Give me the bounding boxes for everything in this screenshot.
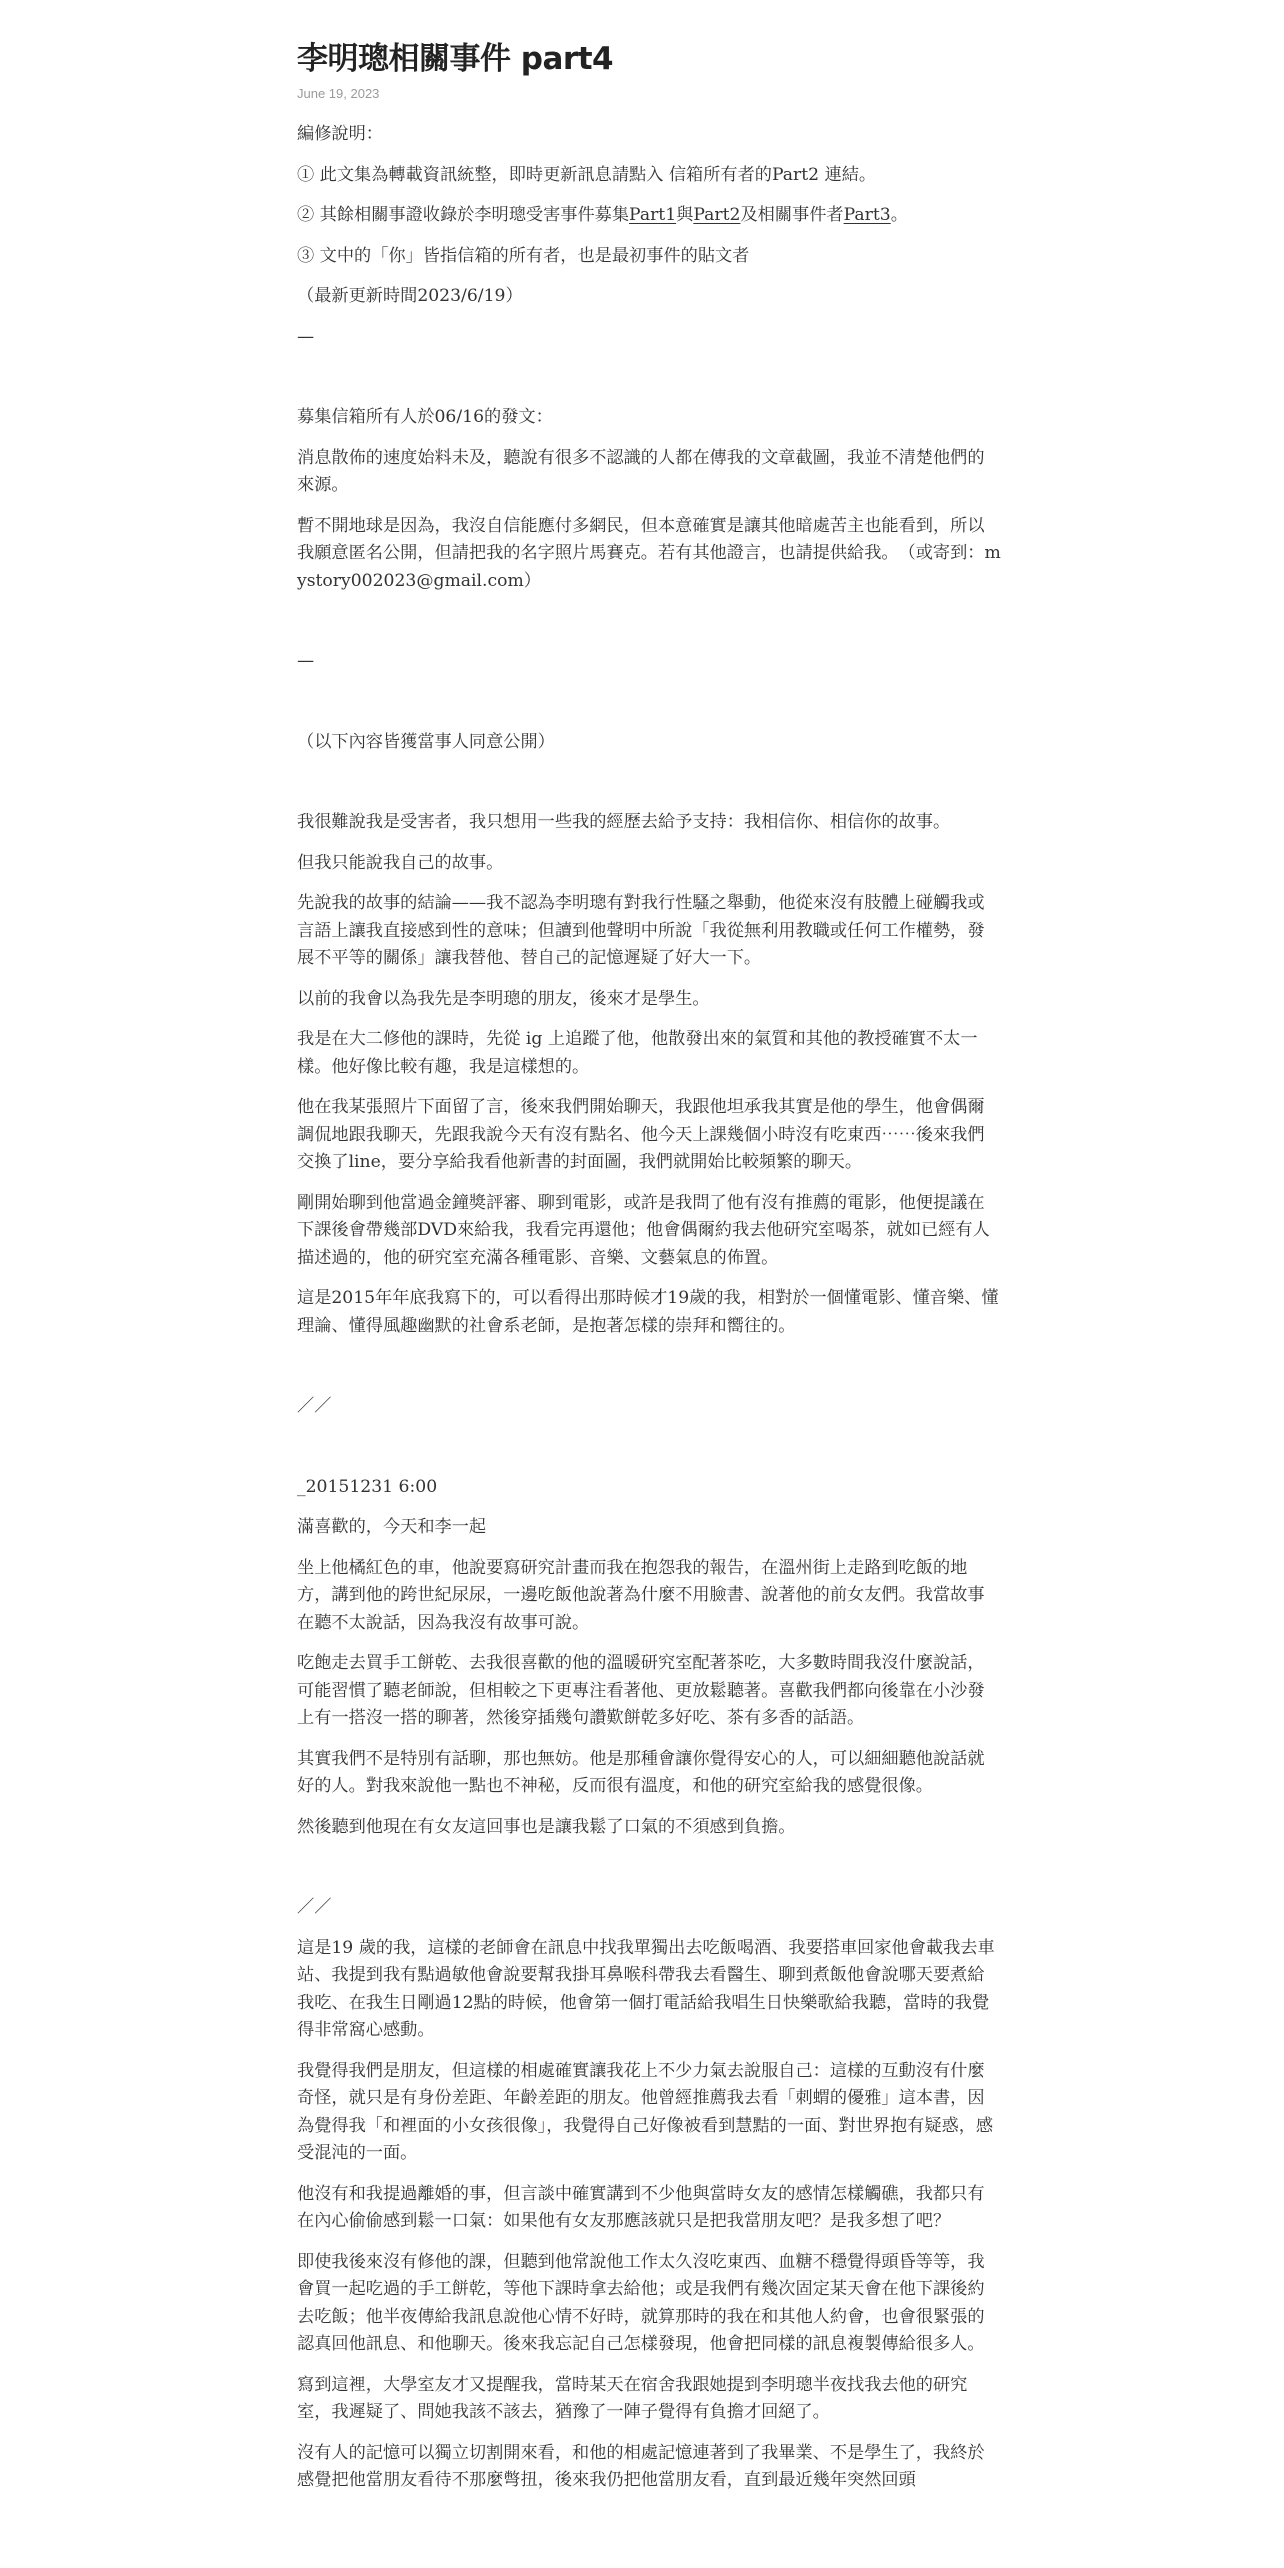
note-2-text: 。 [890, 205, 908, 225]
post-date: June 19, 2023 [297, 86, 380, 101]
later-paragraph: 即使我後來沒有修他的課，但聽到他常說他工作太久沒吃東西、血糖不穩覺得頭昏等等，我會買一起吃過的手工餅乾，等他下課時拿去給他；或是我們有幾次固定某天會在他下課後約去吃飯；他半夜傳給我訊息說他心情不好時，就算那時的我在和其他人約會，也會很緊張的認真回他訊息、和他聊天。後來我忘記自己怎樣發現，他會把同樣的訊息複製傳給很多人。 [297, 2251, 985, 2354]
story-paragraph: 先說我的故事的結論——我不認為李明璁有對我行性騷之舉動，他從來沒有肢體上碰觸我或言語上讓我直接感到性的意味；但讀到他聲明中所說「我從無利用教職或任何工作權勢，發展不平等的關係」讓我替他、替自己的記憶遲疑了好大一下。 [297, 893, 985, 968]
diary-date: _20151231 6:00 [297, 1476, 438, 1497]
part3-link[interactable]: Part3 [843, 205, 891, 225]
later-paragraph: 寫到這裡，大學室友才又提醒我，當時某天在宿舍我跟她提到李明璁半夜找我去他的研究室，我遲疑了、問她我該不該去，猶豫了一陣子覺得有負擔才回絕了。 [297, 2374, 968, 2422]
note-2-text: 及相關事件者 [740, 205, 844, 225]
section-divider: ／／ [297, 1897, 332, 1917]
owner-paragraph: 暫不開地球是因為，我沒自信能應付多網民，但本意確實是讓其他暗處苦主也能看到，所以我願意匿名公開，但請把我的名字照片馬賽克。若有其他證言，也請提供給我。 （或寄到：mystory002023@gmail.com） [297, 515, 1001, 591]
story-paragraph: 以前的我會以為我先是李明璁的朋友，後來才是學生。 [297, 988, 710, 1009]
diary-paragraph: 坐上他橘紅色的車，他說要寫研究計畫而我在抱怨我的報告，在溫州街上走路到吃飯的地方，講到他的跨世紀尿尿，一邊吃飯他說著為什麼不用臉書、說著他的前女友們。我當故事在聽不太說話，因為我沒有故事可說。 [297, 1557, 985, 1633]
later-paragraph: 我覺得我們是朋友，但這樣的相處確實讓我花上不少力氣去說服自己：這樣的互動沒有什麼奇怪，就只是有身份差距、年齡差距的朋友。他曾經推薦我去看「刺蝟的優雅」這本書，因為覺得我「和裡面的小女孩很像」，我覺得自己好像被看到慧黠的一面、對世界抱有疑惑，感受混沌的一面。 [297, 2060, 994, 2163]
story-paragraph: 這是2015年年底我寫下的，可以看得出那時候才19歲的我，相對於一個懂電影、懂音樂、懂理論、懂得風趣幽默的社會系老師，是抱著怎樣的崇拜和嚮往的。 [297, 1288, 999, 1336]
update-time: （最新更新時間2023/6/19） [297, 286, 523, 306]
story-paragraph: 他在我某張照片下面留了言，後來我們開始聊天，我跟他坦承我其實是他的學生，他會偶爾調侃地跟我聊天，先跟我說今天有沒有點名、他今天上課幾個小時沒有吃東西⋯⋯後來我們交換了line，要分享給我看他新書的封面圖，我們就開始比較頻繁的聊天。 [297, 1097, 985, 1172]
notes-heading: 編修說明： [297, 124, 383, 144]
note-2-text: 與 [676, 205, 694, 225]
diary-paragraph: 滿喜歡的，今天和李一起 [297, 1517, 487, 1537]
post-title: 李明璁相關事件 part4 [297, 41, 614, 77]
part2-link[interactable]: Part2 [693, 205, 741, 225]
note-2 [297, 202, 1001, 230]
part1-link[interactable]: Part1 [629, 205, 677, 225]
note-3: ③ 文中的「你」皆指信箱的所有者，也是最初事件的貼文者 [297, 245, 750, 266]
diary-paragraph: 然後聽到他現在有女友這回事也是讓我鬆了口氣的不須感到負擔。 [297, 1816, 796, 1837]
story-paragraph: 但我只能說我自己的故事。 [297, 852, 504, 873]
article [297, 0, 1001, 2495]
consent-note: （以下內容皆獲當事人同意公開） [297, 731, 555, 752]
owner-paragraph: 消息散佈的速度始料未及，聽說有很多不認識的人都在傳我的文章截圖，我並不清楚他們的來源。 [297, 447, 985, 495]
story-paragraph: 我很難說我是受害者，我只想用一些我的經歷去給予支持：我相信你、相信你的故事。 [297, 812, 951, 832]
diary-paragraph: 吃飽走去買手工餅乾、去我很喜歡的他的溫暖研究室配著茶吃，大多數時間我沒什麼說話，可能習慣了聽老師說，但相較之下更專注看著他、更放鬆聽著。喜歡我們都向後靠在小沙發上有一搭沒一搭的聊著，然後穿插幾句讚歎餅乾多好吃、茶有多香的話語。 [297, 1653, 985, 1728]
owner-heading: 募集信箱所有人於06/16的發文： [297, 407, 553, 427]
later-paragraph: 他沒有和我提過離婚的事，但言談中確實講到不少他與當時女友的感情怎樣觸礁，我都只有在內心偷偷感到鬆一口氣：如果他有女友那應該就只是把我當朋友吧？是我多想了吧？ [297, 2183, 985, 2231]
note-2-text: ② 其餘相關事證收錄於李明璁受害事件募集 [297, 205, 630, 225]
diary-paragraph: 其實我們不是特別有話聊，那也無妨。他是那種會讓你覺得安心的人，可以細細聽他說話就好的人。對我來說他一點也不神秘，反而很有溫度，和他的研究室給我的感覺很像。 [297, 1748, 985, 1796]
later-paragraph: 沒有人的記憶可以獨立切割開來看，和他的相處記憶連著到了我畢業、不是學生了，我終於感覺把他當朋友看待不那麼彆扭，後來我仍把他當朋友看，直到最近幾年突然回頭 [297, 2442, 985, 2490]
later-paragraph: 這是19 歲的我，這樣的老師會在訊息中找我單獨出去吃飯喝酒、我要搭車回家他會載我去車站、我提到我有點過敏他會說要幫我掛耳鼻喉科帶我去看醫生、聊到煮飯他會說哪天要煮給我吃、在我生日剛過12點的時候，他會第一個打電話給我唱生日快樂歌給我聽，當時的我覺得非常窩心感動。 [297, 1937, 995, 2040]
separator: — [297, 651, 315, 671]
story-paragraph: 我是在大二修他的課時，先從 ig 上追蹤了他，他散發出來的氣質和其他的教授確實不太一樣。他好像比較有趣，我是這樣想的。 [297, 1029, 978, 1077]
section-divider: ／／ [297, 1396, 332, 1416]
separator: — [297, 326, 315, 347]
story-paragraph: 剛開始聊到他當過金鐘獎評審、聊到電影，或許是我問了他有沒有推薦的電影，他便提議在下課後會帶幾部DVD來給我，我看完再還他；他會偶爾約我去他研究室喝茶，就如已經有人描述過的，他的研究室充滿各種電影、音樂、文藝氣息的佈置。 [297, 1192, 990, 1268]
note-1: ① 此文集為轉載資訊統整，即時更新訊息請點入 信箱所有者的Part2 連結。 [297, 164, 877, 185]
